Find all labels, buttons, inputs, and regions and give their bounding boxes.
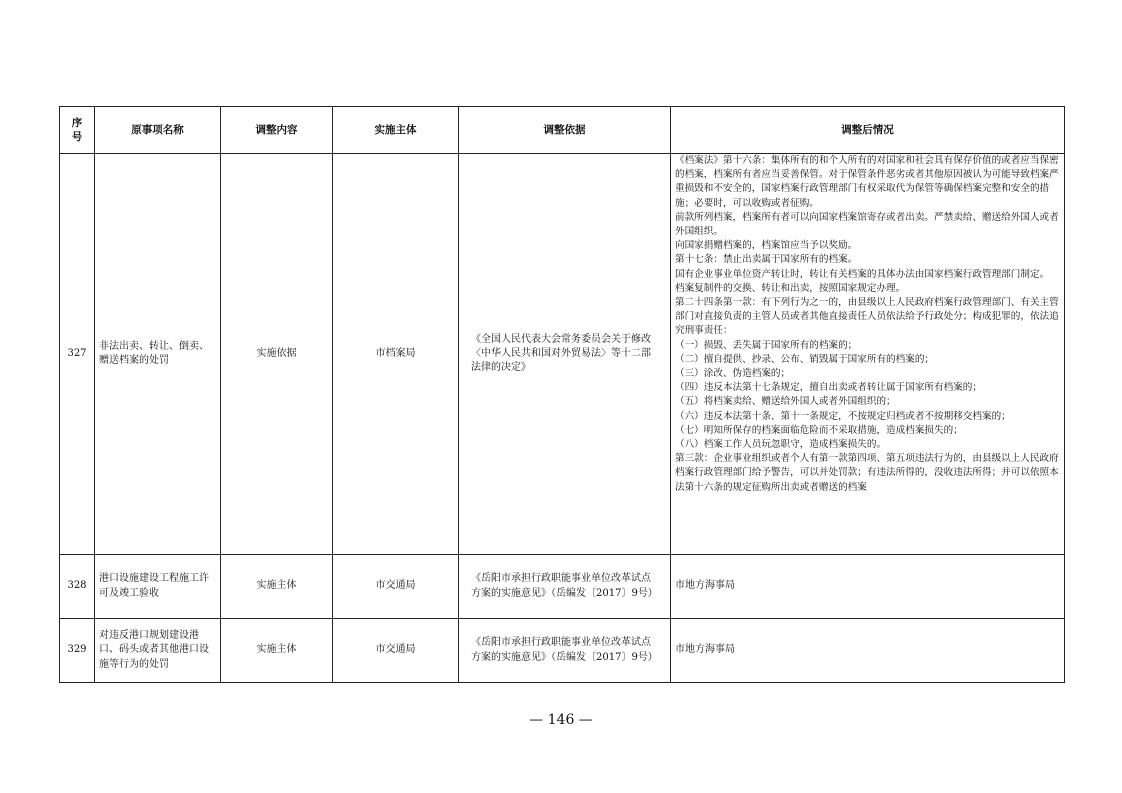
result-paragraph: （六）违反本法第十条、第十一条规定，不按规定归档或者不按期移交档案的；: [675, 410, 1011, 422]
row-adjustment: 实施主体: [221, 619, 333, 683]
header-basis: 调整依据: [459, 107, 671, 154]
row-subject: 市交通局: [333, 555, 459, 619]
table-row: [60, 154, 1065, 555]
result-paragraph: （四）违反本法第十七条规定，擅自出卖或者转让属于国家所有档案的；: [675, 382, 982, 394]
row-index: 328: [60, 555, 95, 619]
result-paragraph: 向国家捐赠档案的，档案馆应当予以奖励。: [675, 240, 858, 252]
table-header-row: [60, 107, 1065, 154]
result-paragraph: 档案复制件的交换、转让和出卖，按照国家规定办理。: [675, 282, 906, 294]
row-basis: 《岳阳市承担行政职能事业单位改革试点方案的实施意见》（岳编发〔2017〕9号）: [459, 619, 671, 683]
row-adjustment: 实施主体: [221, 555, 333, 619]
result-paragraph: 前款所列档案，档案所有者可以向国家档案馆寄存或者出卖。严禁卖给、赠送给外国人或者外国组织。: [675, 211, 1059, 238]
row-result: [671, 154, 1065, 555]
header-subject: 实施主体: [333, 107, 459, 154]
row-index: 327: [60, 154, 95, 555]
row-result: 市地方海事局: [671, 555, 1065, 619]
result-paragraph: （七）明知所保存的档案面临危险而不采取措施，造成档案损失的；: [675, 424, 963, 436]
row-index: 329: [60, 619, 95, 683]
result-paragraph: （八）档案工作人员玩忽职守，造成档案损失的。: [675, 439, 887, 451]
header-result: 调整后情况: [671, 107, 1065, 154]
result-paragraph: 《档案法》第十六条：集体所有的和个人所有的对国家和社会具有保存价值的或者应当保密的档案，档案所有者应当妥善保管。对于保管条件恶劣或者其他原因被认为可能导致档案严重损毁和不安全的，国家档案行政管理部门有权采取代为保管等确保档案完整和安全的措施；必要时，可以收购或者征购。: [675, 155, 1059, 209]
row-basis: 《全国人民代表大会常务委员会关于修改〈中华人民共和国对外贸易法〉等十二部法律的决定》: [459, 154, 671, 555]
result-paragraph: 第二十四条第一款：有下列行为之一的，由县级以上人民政府档案行政管理部门、有关主管部门对直接负责的主管人员或者其他直接责任人员依法给予行政处分；构成犯罪的，依法追究刑事责任：: [675, 297, 1059, 337]
row-item-name: 对违反港口规划建设港口、码头或者其他港口设施等行为的处罚: [95, 619, 221, 683]
row-adjustment: 实施依据: [221, 154, 333, 555]
result-paragraph: 国有企业事业单位资产转让时，转让有关档案的具体办法由国家档案行政管理部门制定。: [675, 268, 1050, 280]
result-paragraph: 第三款：企业事业组织或者个人有第一款第四项、第五项违法行为的，由县级以上人民政府档案行政管理部门给予警告，可以并处罚款；有违法所得的，没收违法所得；并可以依照本法第十六条的规定征购所出卖或者赠送的档案: [675, 453, 1059, 493]
row-result: 市地方海事局: [671, 619, 1065, 683]
header-adjustment: 调整内容: [221, 107, 333, 154]
adjustment-table: [59, 106, 1065, 683]
header-index: 序号: [60, 107, 95, 154]
result-paragraph: （二）擅自提供、抄录、公布、销毁属于国家所有的档案的；: [675, 353, 935, 365]
row-item-name: 非法出卖、转让、倒卖、赠送档案的处罚: [95, 154, 221, 555]
table-row: [60, 619, 1065, 683]
row-item-name: 港口设施建设工程施工许可及竣工验收: [95, 555, 221, 619]
header-item-name: 原事项名称: [95, 107, 221, 154]
page-number: — 146 —: [529, 712, 593, 728]
result-paragraph: （三）涂改、伪造档案的；: [675, 368, 791, 380]
result-paragraph: 第十七条：禁止出卖属于国家所有的档案。: [675, 254, 858, 266]
result-paragraph: （一）损毁、丢失属于国家所有的档案的；: [675, 339, 858, 351]
row-basis: 《岳阳市承担行政职能事业单位改革试点方案的实施意见》（岳编发〔2017〕9号）: [459, 555, 671, 619]
result-paragraph: （五）将档案卖给、赠送给外国人或者外国组织的；: [675, 396, 896, 408]
row-subject: 市档案局: [333, 154, 459, 555]
table-row: [60, 555, 1065, 619]
row-subject: 市交通局: [333, 619, 459, 683]
